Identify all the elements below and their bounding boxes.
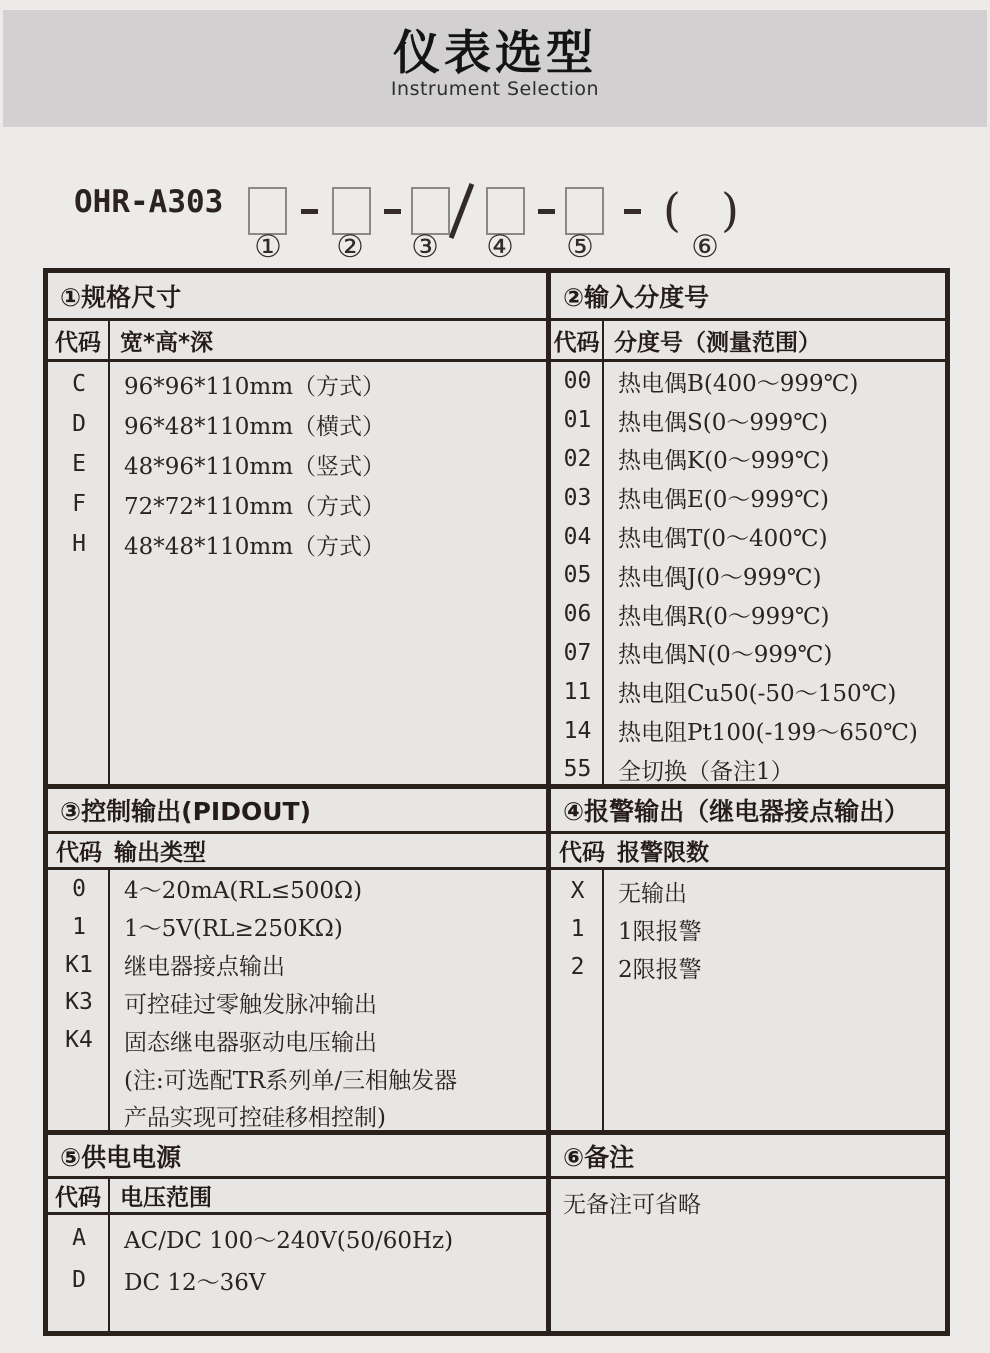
section-header-band-1 (48, 273, 945, 321)
code-column-header: 代码 (48, 321, 110, 359)
section-spec-size-header (48, 273, 546, 318)
control-output-rows (48, 870, 546, 1130)
column-divider (108, 1179, 110, 1331)
separator-slash (449, 183, 474, 239)
subheader-band-1 (48, 321, 945, 362)
table-row: 05 热电偶J(0～999℃) (563, 562, 822, 591)
spec-size-subheader (48, 321, 546, 359)
section-title: ③控制输出(PIDOUT) (60, 797, 312, 826)
table-row: C 96*96*110mm（方式） (72, 371, 386, 400)
table-row: D 96*48*110mm（横式） (72, 411, 386, 440)
slot-number-1: ① (254, 229, 282, 265)
table-row: 1 1限报警 (570, 916, 702, 945)
table-row: 03 热电偶E(0～999℃) (563, 484, 829, 514)
column-divider (108, 362, 110, 784)
section-title: ⑥备注 (563, 1142, 635, 1172)
table-row: 0 4～20mA(RL≤500Ω) (72, 875, 363, 905)
data-band-2 (48, 870, 945, 1135)
section-remark-header (546, 1135, 945, 1176)
separator-dash (301, 209, 318, 214)
table-row: D DC 12～36V (72, 1267, 266, 1296)
table-row: 07 热电偶N(0～999℃) (563, 639, 833, 669)
data-band-3 (48, 1179, 945, 1331)
slot-number-2: ② (336, 229, 364, 265)
table-row: 06 热电偶R(0～999℃) (563, 601, 830, 630)
table-row: F 72*72*110mm（方式） (72, 491, 386, 520)
parenthesis-close: ) (721, 183, 739, 237)
section-title: ⑤供电电源 (60, 1142, 182, 1172)
table-row: (注:可选配TR系列单/三相触发器 (124, 1067, 458, 1094)
control-output-subheader (48, 834, 546, 867)
model-slot-box-4 (486, 187, 525, 235)
desc-column-header: 报警限数 (617, 840, 709, 866)
column-divider (108, 870, 110, 1130)
code-column-header: 代码 (56, 840, 102, 866)
remark-cell (546, 1179, 945, 1331)
input-division-rows (546, 362, 945, 784)
desc-column-header: 电压范围 (120, 1185, 212, 1211)
subheader-band-2 (48, 834, 945, 870)
section-title: ①规格尺寸 (60, 282, 182, 312)
selection-table (43, 268, 950, 1336)
spec-size-rows (48, 362, 546, 784)
model-slot-box-5 (565, 187, 604, 235)
table-row: 产品实现可控硅移相控制) (124, 1105, 386, 1132)
column-divider (602, 870, 604, 1130)
slot-number-5: ⑤ (566, 229, 594, 265)
section-control-output-header (48, 789, 546, 831)
page-title: 仪表选型 (393, 26, 597, 81)
table-row: 1 1～5V(RL≥250KΩ) (72, 913, 343, 943)
section-title: ④报警输出（继电器接点输出） (563, 797, 910, 826)
code-column-header: 代码 (551, 321, 604, 359)
section-power-supply-header (48, 1135, 546, 1176)
section-title: ②输入分度号 (563, 282, 710, 312)
table-row: X 无输出 (570, 878, 687, 907)
table-row: 2 2限报警 (570, 954, 702, 983)
separator-dash (538, 209, 555, 214)
alarm-output-subheader (546, 834, 945, 867)
table-row: K4 固态继电器驱动电压输出 (65, 1027, 377, 1056)
slot-number-3: ③ (411, 229, 439, 265)
data-band-1 (48, 362, 945, 789)
section-header-band-3 (48, 1135, 945, 1179)
code-column-header: 代码 (48, 1179, 110, 1212)
slot-number-6: ⑥ (691, 229, 719, 265)
table-row: K3 可控硅过零触发脉冲输出 (65, 989, 377, 1018)
desc-column-header: 宽*高*深 (120, 329, 214, 356)
table-row: 14 热电阻Pt100(-199～650℃) (563, 717, 918, 747)
desc-column-header: 输出类型 (114, 840, 206, 866)
table-row: 55 全切换（备注1） (563, 756, 794, 785)
table-row: 04 热电偶T(0～400℃) (563, 523, 828, 553)
section-input-division-header (546, 273, 945, 318)
section-alarm-output-header (546, 789, 945, 831)
table-row: 11 热电阻Cu50(-50～150℃) (563, 678, 897, 708)
table-row: 02 热电偶K(0～999℃) (563, 445, 830, 475)
model-code-diagram (0, 0, 990, 270)
power-supply-cell (48, 1179, 546, 1331)
code-column-header: 代码 (559, 840, 605, 866)
slot-number-4: ④ (486, 229, 514, 265)
separator-dash (624, 209, 641, 214)
parenthesis-open: ( (663, 183, 681, 237)
table-row: 01 热电偶S(0～999℃) (563, 407, 828, 436)
table-row: 00 热电偶B(400～999℃) (563, 368, 859, 397)
table-row: A AC/DC 100～240V(50/60Hz) (72, 1225, 454, 1254)
separator-dash (384, 209, 401, 214)
table-row: H 48*48*110mm（方式） (72, 531, 386, 560)
model-slot-box-1 (248, 187, 287, 235)
column-divider (602, 362, 604, 784)
page-subtitle: Instrument Selection (390, 77, 600, 100)
model-slot-box-3 (411, 187, 450, 235)
desc-column-header: 分度号（测量范围） (614, 329, 821, 356)
alarm-output-rows (546, 870, 945, 1130)
table-row: E 48*96*110mm（竖式） (72, 451, 386, 480)
section-header-band-2 (48, 789, 945, 834)
table-row: K1 继电器接点输出 (65, 951, 285, 981)
remark-note: 无备注可省略 (563, 1192, 701, 1218)
model-slot-box-2 (332, 187, 371, 235)
model-prefix: OHR-A303 (74, 184, 224, 220)
input-division-subheader (546, 321, 945, 359)
